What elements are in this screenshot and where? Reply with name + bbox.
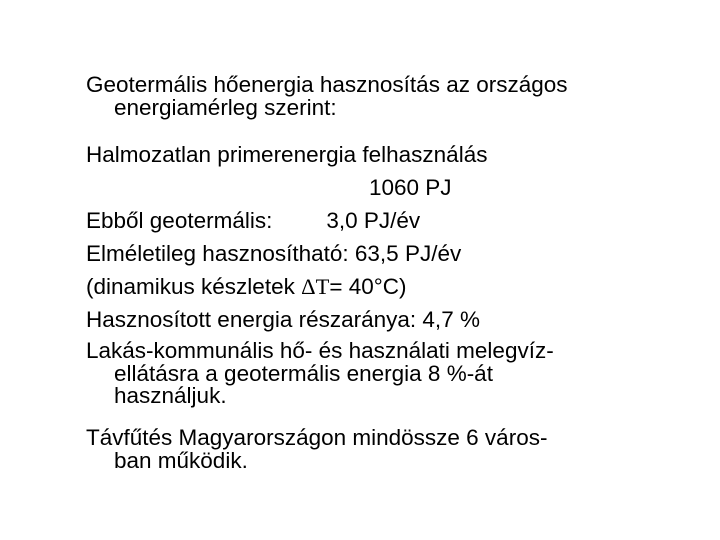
text-line: Távfűtés Magyarországon mindössze 6 város- — [86, 425, 548, 450]
text-line: Hasznosított energia részaránya: 4,7 % — [86, 307, 480, 332]
text-line: Lakás-kommunális hő- és használati melegvíz- — [86, 338, 554, 363]
text-line — [86, 270, 406, 303]
text-line: Elméletileg hasznosítható: 63,5 PJ/év — [86, 241, 462, 266]
text-line: 1060 PJ — [369, 175, 452, 200]
text-line: használjuk. — [114, 383, 227, 408]
paragraph-primary-energy — [86, 138, 487, 171]
text-line: Halmozatlan primerenergia felhasználás — [86, 142, 488, 167]
text-line — [86, 204, 420, 237]
paragraph-geothermal-usage — [86, 74, 568, 119]
temperature-text: = 40°C) — [329, 274, 407, 299]
paragraph-primary-energy-value — [86, 171, 452, 204]
geothermal-label: Ebből geotermális: — [86, 208, 273, 233]
paragraph-theoretical — [86, 237, 461, 270]
text-line: energiamérleg szerint: — [114, 94, 337, 120]
dynamic-reserves-text: (dinamikus készletek — [86, 274, 302, 299]
paragraph-utilized-share — [86, 303, 480, 336]
text-line: Geotermális hőenergia hasznosítás az országos — [86, 72, 568, 97]
text-line: ellátásra a geotermális energia 8 %-át — [114, 360, 493, 386]
paragraph-dynamic-reserves — [86, 270, 406, 303]
paragraph-geothermal-share — [86, 204, 420, 237]
delta-t-symbol: ΔT — [301, 274, 330, 299]
paragraph-district-heating — [86, 427, 547, 472]
text-line: ban működik. — [114, 447, 248, 473]
paragraph-residential-use — [86, 340, 554, 408]
geothermal-value: 3,0 PJ/év — [326, 208, 421, 233]
